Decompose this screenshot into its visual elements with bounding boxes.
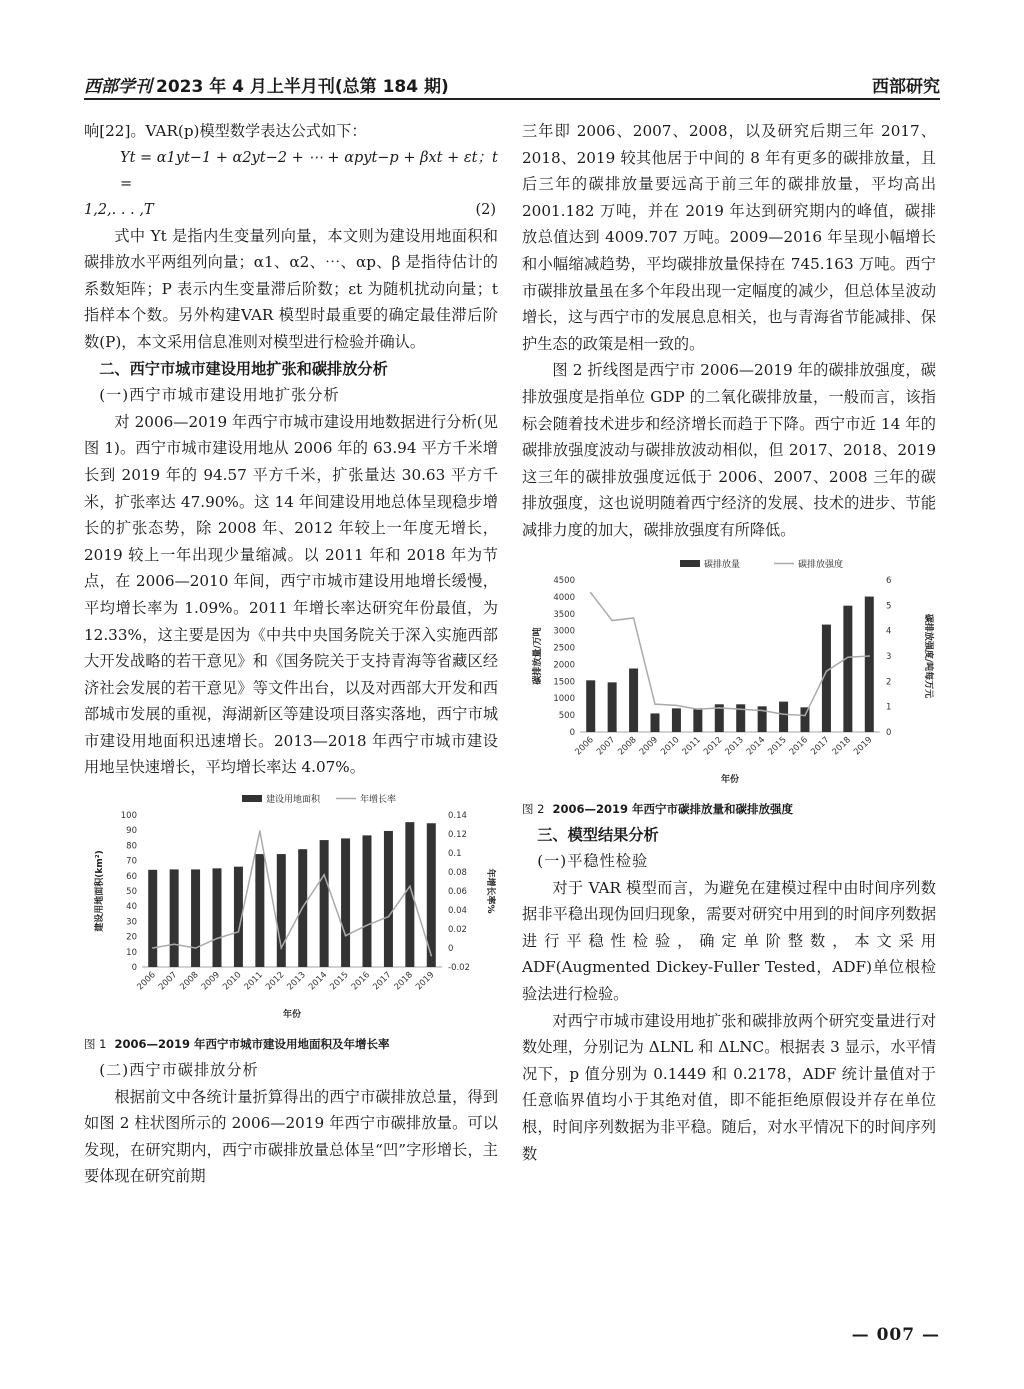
line-point-2007 (611, 619, 613, 621)
x-tick-label: 2014 (744, 734, 768, 757)
line-point-2014 (761, 709, 763, 711)
y-tick-label: 40 (126, 902, 137, 913)
bar-2008 (191, 869, 200, 967)
x-tick-label: 2013 (285, 970, 308, 993)
y2-tick-label: 0.12 (448, 830, 467, 841)
x-axis-label: 年份 (720, 774, 740, 785)
x-tick-label: 2011 (680, 734, 703, 757)
x-tick-label: 2019 (852, 734, 875, 757)
paragraph-land: 对 2006—2019 年西宁市城市建设用地数据进行分析(见图 1)。西宁市城市建设用地从 2006 年的 63.94 平方千米增长到 2019 年的 94.57 平方千米，扩张量达 30.63 平方千米，扩张率达 47.90%。这 14 年间建设用地总体呈现稳步增长的扩张态势，除 2008 年、2012 年较上一年度无增长，2019 较上一年出现少量缩减。以 2011 年和 2018 年为节点，在 2006—2010 年间，西宁市城市建设用地增长缓慢，平均增长率为 1.09%。2011 年增长率达研究年份最值，为 12.33%，这主要是因为《中共中央国务院关于深入实施西部大开发战略的若干意见》和《国务院关于支持青海等省藏区经济社会发展的若干意见》等文件出台，以及对西部大开发和西部城市发展的重视，海湖新区等建设项目落实落地，西宁市城市建设用地面积迅速增长。2013—2018 年西宁市城市建设用地呈快速增长，平均增长率达 4.07%。 (84, 412, 498, 777)
formula-line-2-text: 1,2,. . . ,T (84, 201, 154, 218)
paragraph-formula-desc: 式中 Yt 是指内生变量列向量，本文则为建设用地面积和碳排放水平两组列向量；α1、α2、⋯、αp、β 是指待估计的系数矩阵；P 表示内生变量滞后阶数；εt 为随机扰动向量；t 指样本个数。另外构建VAR 模型时最重要的确定最佳滞后阶数(P)，本文采用信息准则对模型进行检验并确认。 (84, 226, 498, 351)
x-axis-label: 年份 (282, 1010, 302, 1021)
legend-bar-swatch (680, 560, 700, 567)
chart-land-area (84, 789, 498, 1027)
running-header (84, 68, 940, 98)
line-point-2017 (826, 670, 828, 672)
legend-bar-label: 碳排放量 (704, 559, 741, 570)
x-tick-label: 2016 (349, 970, 373, 993)
y-tick-label: 60 (126, 871, 137, 882)
bar-2007 (170, 869, 179, 967)
y-tick-label: 4000 (553, 592, 575, 603)
y2-tick-label: 0 (448, 944, 454, 955)
line-point-2010 (238, 931, 240, 933)
x-tick-label: 2013 (723, 734, 746, 757)
y-axis-label: 碳排放量/万吨 (533, 626, 543, 685)
section-name: 西部研究 (872, 77, 940, 97)
line-point-2017 (388, 916, 390, 918)
bar-2016 (801, 707, 810, 732)
right-column (522, 118, 936, 1167)
chart-carbon-emission (522, 554, 936, 792)
y-tick-label: 90 (126, 826, 137, 837)
line-point-2013 (740, 708, 742, 710)
line-point-2011 (697, 708, 699, 710)
section-heading-3: 三、模型结果分析 (537, 825, 659, 844)
x-tick-label: 2009 (637, 734, 661, 757)
figure-2-number: 图 2 (522, 801, 545, 816)
figure-2-caption (522, 800, 936, 818)
y2-tick-label: 1 (886, 702, 892, 713)
bar-2007 (608, 682, 617, 732)
line-point-2006 (590, 591, 592, 593)
bar-2014 (320, 840, 329, 967)
y-tick-label: 70 (126, 856, 137, 867)
bar-2006 (586, 680, 595, 732)
x-tick-label: 2015 (766, 734, 789, 757)
y2-tick-label: 3 (886, 651, 892, 662)
bar-2016 (363, 835, 372, 967)
paragraph-adf: 对于 VAR 模型而言，为避免在建模过程中由时间序列数据非平稳出现伪回归现象，需要对研究中用到的时间序列数据进行平稳性检验，确定单阶整数，本文采用 ADF(Augmented Dickey-Fuller Tested，ADF)单位根检验法进行检验。 (522, 878, 936, 1004)
y-tick-label: 3000 (553, 626, 575, 637)
paragraph-intensity: 图 2 折线图是西宁市 2006—2019 年的碳排放强度，碳排放强度是指单位 GDP 的二氧化碳排放量，一般而言，该指标会随着技术进步和经济增长而趋于下降。西宁市近 14 年的碳排放强度波动与碳排放波动相似，但 2017、2018、2019 这三年的碳排放强度远低于 2006、2007、2008 三年的碳排放强度，这也说明随着西宁经济的发展、技术的进步、节能减排力度的加大，碳排放强度有所降低。 (522, 361, 936, 539)
y2-tick-label: 0.02 (448, 925, 467, 936)
y-tick-label: 100 (120, 811, 137, 822)
line-point-2007 (173, 943, 175, 945)
line-point-2008 (633, 617, 635, 619)
x-tick-label: 2016 (787, 734, 811, 757)
y2-tick-label: 5 (886, 600, 892, 611)
y-tick-label: 500 (558, 710, 575, 721)
left-column (84, 118, 498, 1190)
equation-number: (2) (475, 201, 496, 218)
y-axis-label: 建设用地面积(km²) (95, 850, 105, 932)
x-tick-label: 2018 (830, 734, 853, 757)
bar-2012 (277, 854, 286, 967)
y2-tick-label: 0 (886, 727, 892, 738)
bar-2011 (693, 708, 702, 732)
legend-bar-swatch (242, 795, 262, 802)
x-tick-label: 2006 (573, 734, 596, 757)
x-tick-label: 2008 (178, 970, 201, 993)
line-point-2011 (259, 830, 261, 832)
subsection-heading-3-1: (一)平稳性检验 (537, 852, 649, 871)
x-tick-label: 2006 (135, 970, 158, 993)
line-point-2012 (718, 707, 720, 709)
legend-bar-label: 建设用地面积 (266, 795, 321, 806)
bar-2017 (384, 831, 393, 967)
x-tick-label: 2010 (659, 734, 682, 757)
line-point-2014 (323, 874, 325, 876)
line-point-2016 (804, 714, 806, 716)
x-tick-label: 2011 (242, 970, 265, 993)
x-tick-label: 2017 (371, 970, 394, 993)
x-tick-label: 2019 (414, 970, 437, 993)
subsection-heading-2-1: (一)西宁市城市建设用地扩张分析 (99, 386, 340, 405)
issue-info: 2023 年 4 月上半月刊(总第 184 期) (156, 77, 449, 97)
line-point-2009 (654, 703, 656, 705)
figure-2-title: 2006—2019 年西宁市碳排放量和碳排放强度 (552, 801, 793, 816)
paragraph-carbon-continued: 三年即 2006、2007、2008，以及研究后期三年 2017、2018、2019 较其他居于中间的 8 年有更多的碳排放量，且后三年的碳排放量要远高于前三年的碳排放量，平均高出 2001.182 万吨，并在 2019 年达到研究期内的峰值，碳排放总值达到 4009.707 万吨。2009—2016 年呈现小幅增长和小幅缩减趋势，平均碳排放量保持在 745.163 万吨。西宁市碳排放量虽在多个年段出现一定幅度的减少，但总体呈波动增长，这与西宁市的发展息息相关，也与青海省节能减排、保护生态的政策是相一致的。 (522, 122, 936, 353)
line-point-2010 (676, 704, 678, 706)
y-tick-label: 1000 (553, 693, 575, 704)
line-point-2019 (868, 655, 870, 657)
x-tick-label: 2012 (264, 970, 287, 993)
bar-2009 (651, 713, 660, 732)
y2-tick-label: 0.04 (448, 906, 467, 917)
y-tick-label: 80 (126, 841, 137, 852)
legend-line-label: 年增长率 (360, 795, 397, 806)
bar-2011 (255, 854, 264, 967)
paragraph-carbon: 根据前文中各统计量折算得出的西宁市碳排放总量，得到如图 2 柱状图所示的 2006—2019 年西宁市碳排放量。可以发现，在研究期内，西宁市碳排放量总体呈“凹”字形增长，主要体现在研究前期 (84, 1087, 498, 1186)
x-tick-label: 2010 (221, 970, 244, 993)
x-tick-label: 2014 (306, 970, 330, 993)
bar-2015 (341, 838, 350, 967)
figure-1-title: 2006—2019 年西宁市城市建设用地面积及年增长率 (114, 1037, 390, 1052)
bar-2018 (843, 605, 852, 731)
line-point-2013 (302, 906, 304, 908)
y-tick-label: 4500 (553, 575, 575, 586)
bar-2006 (148, 870, 157, 967)
bar-2019 (865, 596, 874, 731)
formula-line-1: Yt = α1yt−1 + α2yt−2 + ⋯ + αpyt−p + βxt + εt；t = (120, 149, 498, 192)
y2-axis-label: 年增长率% (485, 868, 495, 914)
legend-line-label: 碳排放强度 (798, 559, 844, 570)
journal-logo: 西部学刊 (84, 77, 152, 97)
y2-axis-label: 碳排放强度/吨每万元 (923, 613, 933, 698)
journal-title (84, 72, 449, 97)
y-tick-label: 3500 (553, 609, 575, 620)
section-heading-2: 二、西宁市城市建设用地扩张和碳排放分析 (99, 359, 388, 378)
line-point-2009 (216, 938, 218, 940)
y-tick-label: 0 (131, 963, 137, 974)
paragraph-log: 对西宁市城市建设用地扩张和碳排放两个研究变量进行对数处理，分别记为 ΔLNL 和 ΔLNC。根据表 3 显示，水平情况下，p 值分别为 0.1449 和 0.2178，ADF 统计量值对于任意临界值均小于其绝对值，即不能拒绝原假设并存在单位根，时间序列数据为非平稳。随后，对水平情况下的时间序列数 (522, 1011, 936, 1163)
line-point-2008 (195, 947, 197, 949)
formula-line-2 (84, 197, 498, 223)
bar-2008 (629, 668, 638, 732)
x-tick-label: 2008 (616, 734, 639, 757)
y2-tick-label: 6 (886, 575, 892, 586)
figure-1-number: 图 1 (84, 1037, 107, 1052)
x-tick-label: 2007 (156, 970, 180, 993)
figure-1-caption (84, 1035, 498, 1053)
figure-1 (84, 789, 498, 1053)
y2-tick-label: 0.08 (448, 868, 467, 879)
line-point-2015 (783, 713, 785, 715)
y-tick-label: 2500 (553, 643, 575, 654)
y-tick-label: 20 (126, 932, 137, 943)
y2-tick-label: 0.06 (448, 887, 467, 898)
header-rule (84, 98, 940, 100)
line-point-2016 (366, 924, 368, 926)
x-tick-label: 2012 (702, 734, 725, 757)
bar-2010 (672, 708, 681, 732)
x-tick-label: 2007 (594, 734, 618, 757)
y2-tick-label: 4 (886, 626, 892, 637)
x-tick-label: 2009 (199, 970, 223, 993)
subsection-heading-2-2: (二)西宁市碳排放分析 (99, 1061, 259, 1080)
line-point-2018 (409, 886, 411, 888)
page-number: — 007 — (851, 1325, 940, 1345)
figure-2 (522, 554, 936, 818)
x-tick-label: 2017 (809, 734, 832, 757)
y-tick-label: 30 (126, 917, 137, 928)
line-point-2018 (847, 656, 849, 658)
y-tick-label: 2000 (553, 659, 575, 670)
y2-tick-label: -0.02 (448, 963, 470, 974)
y2-tick-label: 0.1 (448, 849, 462, 860)
y-tick-label: 10 (126, 947, 137, 958)
line-point-2019 (430, 955, 432, 957)
line-point-2006 (152, 947, 154, 949)
y2-tick-label: 0.14 (448, 811, 467, 822)
y-tick-label: 50 (126, 887, 137, 898)
bar-2015 (779, 701, 788, 731)
x-tick-label: 2015 (328, 970, 351, 993)
y2-tick-label: 2 (886, 676, 892, 687)
x-tick-label: 2018 (392, 970, 415, 993)
paragraph-intro: 响[22]。VAR(p)模型数学表达公式如下： (84, 122, 367, 140)
bar-2009 (213, 868, 222, 967)
line-point-2012 (280, 947, 282, 949)
line-point-2015 (345, 935, 347, 937)
y-tick-label: 0 (569, 727, 575, 738)
y-tick-label: 1500 (553, 676, 575, 687)
